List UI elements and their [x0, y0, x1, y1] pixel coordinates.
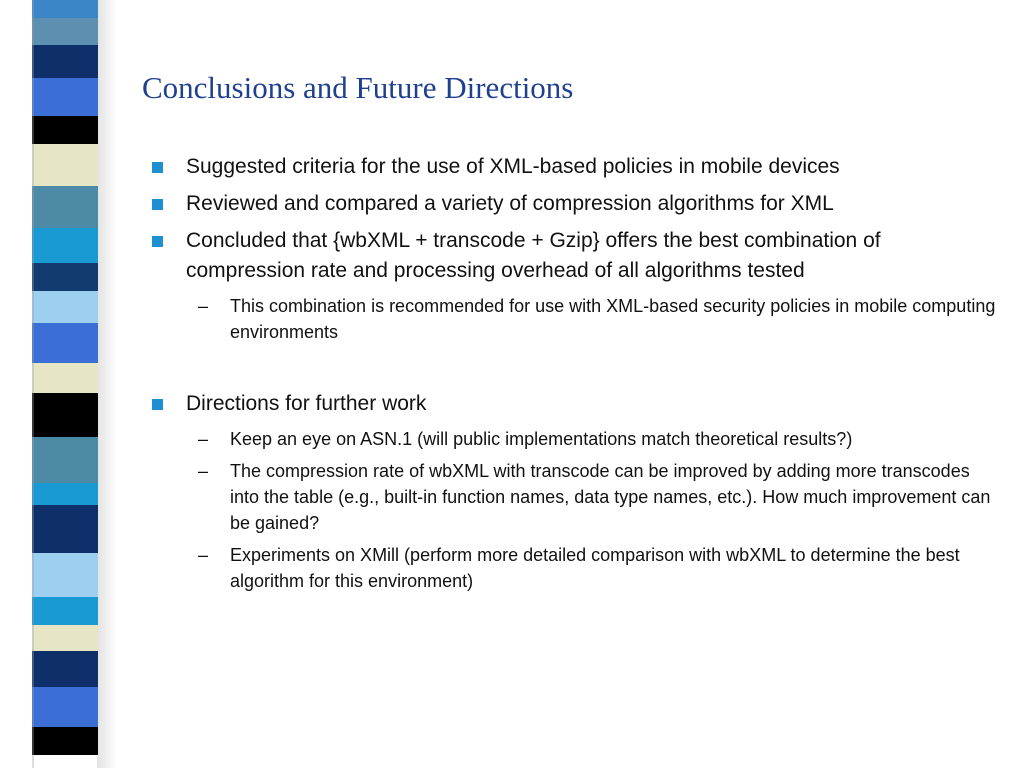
sub-bullet-text: This combination is recommended for use with XML-based security policies in mobile computing environments: [230, 296, 996, 342]
stripe-segment: [32, 228, 98, 263]
stripe-segment: [32, 116, 98, 144]
slide-title: Conclusions and Future Directions: [142, 70, 574, 105]
stripe-shadow: [97, 0, 117, 768]
stripe-segment: [32, 597, 98, 625]
square-bullet-icon: [152, 399, 163, 410]
stripe-segment: [32, 651, 98, 687]
stripe-segment: [32, 78, 98, 116]
bullet-item: [152, 152, 1002, 182]
stripe-segment: [32, 363, 98, 393]
stripe-segment: [32, 323, 98, 363]
stripe-segment: [32, 45, 98, 78]
sub-bullet-text: The compression rate of wbXML with transcode can be improved by adding more transcodes into the table (e.g., built-in function names, data type names, etc.). How much improvement can be gained?: [230, 461, 991, 533]
stripe-segment: [32, 144, 98, 186]
slide-body: [152, 152, 1002, 600]
decorative-stripe-bar: [0, 0, 120, 768]
stripe-segment: [32, 505, 98, 553]
sub-bullet-item: [152, 426, 1002, 452]
stripe-edge: [32, 0, 34, 768]
sub-bullet-text: Keep an eye on ASN.1 (will public implementations match theoretical results?): [230, 429, 853, 449]
bullet-text: Suggested criteria for the use of XML-based policies in mobile devices: [186, 155, 840, 178]
bullet-text: Directions for further work: [186, 392, 427, 415]
stripe-segment: [32, 727, 98, 755]
dash-bullet-icon: –: [198, 461, 209, 481]
stripe-segment: [32, 437, 98, 483]
dash-bullet-icon: –: [198, 296, 209, 316]
stripe-segment: [32, 553, 98, 597]
dash-bullet-icon: –: [198, 545, 209, 565]
bullet-text: Reviewed and compared a variety of compression algorithms for XML: [186, 192, 834, 215]
sub-bullet-text: Experiments on XMill (perform more detailed comparison with wbXML to determine the best algorithm for this environment): [230, 545, 960, 591]
bullet-item: [152, 189, 1002, 219]
stripe-segment: [32, 393, 98, 437]
stripe-segment: [32, 18, 98, 45]
bullet-item: [152, 226, 1002, 286]
bullet-item: [152, 389, 1002, 419]
sub-bullet-item: [152, 458, 1002, 536]
square-bullet-icon: [152, 199, 163, 210]
stripe-segment: [32, 0, 98, 18]
stripe-segment: [32, 483, 98, 505]
section-gap: [152, 351, 1002, 389]
square-bullet-icon: [152, 236, 163, 247]
stripe-segment: [32, 291, 98, 323]
dash-bullet-icon: –: [198, 429, 209, 449]
stripe-segment: [32, 263, 98, 291]
sub-bullet-item: [152, 293, 1002, 345]
sub-bullet-item: [152, 542, 1002, 594]
stripe-segment: [32, 186, 98, 228]
bullet-text: Concluded that {wbXML + transcode + Gzip} offers the best combination of compression rate and processing overhead of all algorithms tested: [186, 229, 881, 282]
stripe-segment: [32, 625, 98, 651]
stripe-segment: [32, 687, 98, 727]
square-bullet-icon: [152, 162, 163, 173]
